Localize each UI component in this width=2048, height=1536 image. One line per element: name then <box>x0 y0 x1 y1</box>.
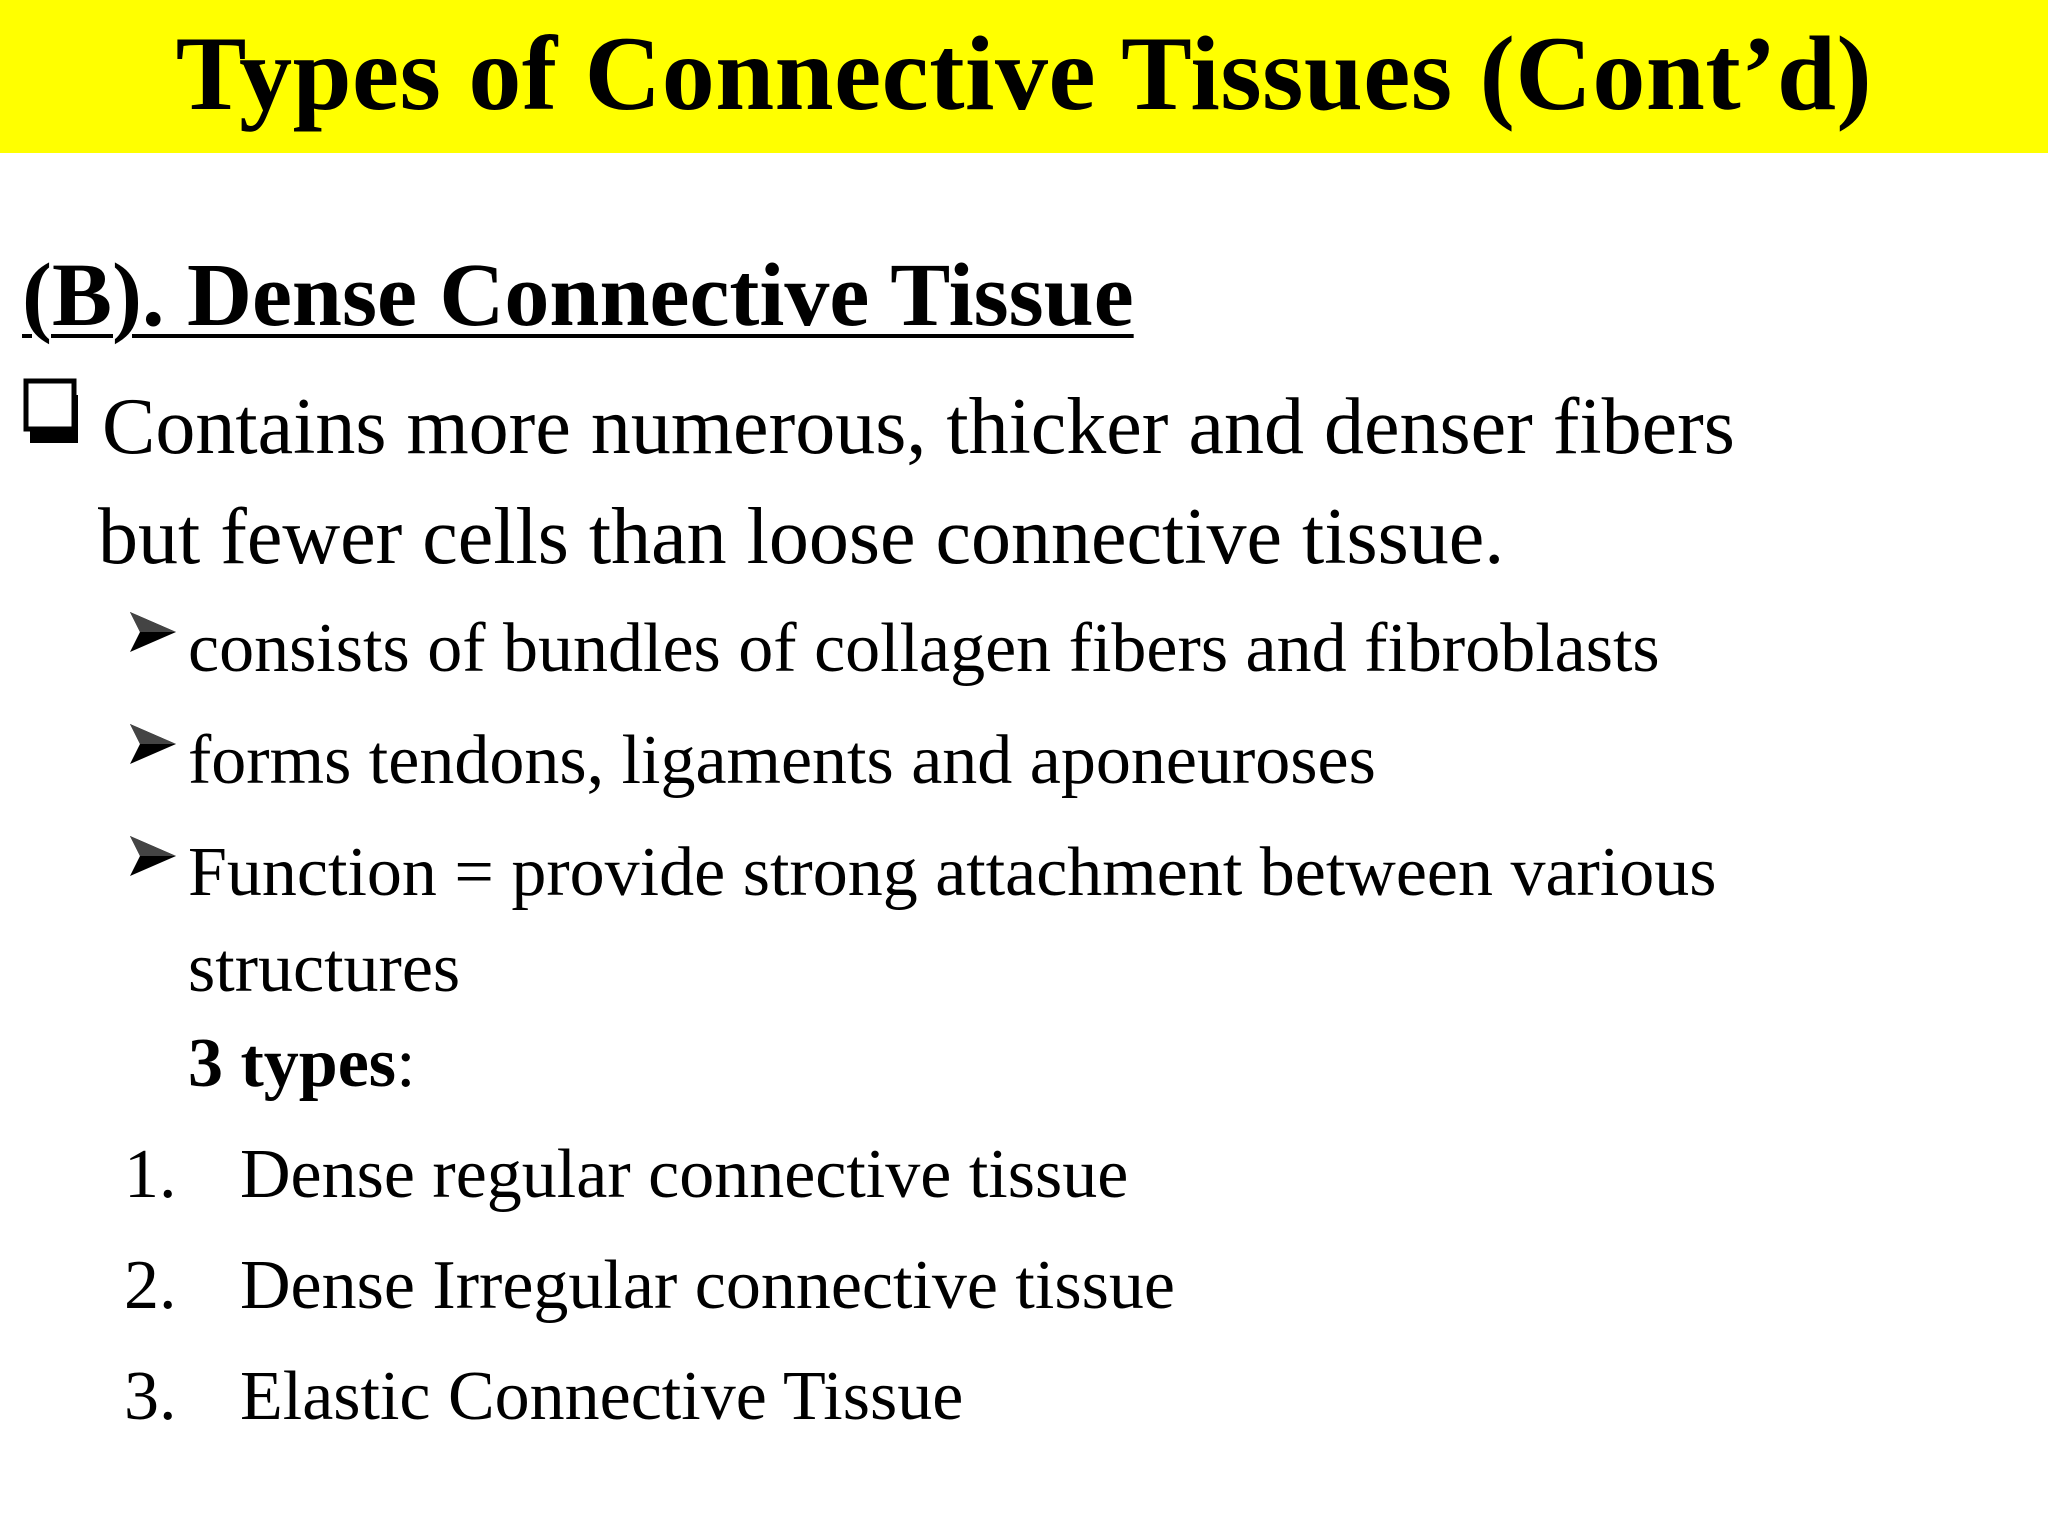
arrowhead-bullet-icon <box>128 610 178 654</box>
title-bar <box>0 0 2048 153</box>
type-item-3: Elastic Connective Tissue <box>240 1358 964 1435</box>
type-number-1: 1. <box>124 1136 177 1213</box>
type-number-3: 3. <box>124 1358 177 1435</box>
sub-bullet-2: forms tendons, ligaments and aponeuroses <box>188 722 1376 799</box>
types-heading <box>188 1025 416 1102</box>
arrowhead-bullet-icon <box>128 722 178 766</box>
type-item-2: Dense Irregular connective tissue <box>240 1247 1175 1324</box>
type-item-1: Dense regular connective tissue <box>240 1136 1129 1213</box>
sub-bullet-3: Function = provide strong attachment between various <box>188 834 1717 911</box>
slide-title: Types of Connective Tissues (Cont’d) <box>175 14 1873 132</box>
main-bullet-line-2: but fewer cells than loose connective tissue. <box>98 493 1505 581</box>
types-label: 3 types <box>188 1025 397 1102</box>
hollow-square-bullet-icon <box>22 377 92 447</box>
section-heading: (B). Dense Connective Tissue <box>22 246 1134 345</box>
types-colon: : <box>396 1025 416 1102</box>
main-bullet-line-1: Contains more numerous, thicker and denser fibers <box>102 383 1735 471</box>
sub-bullet-3-continuation: structures <box>188 930 461 1007</box>
sub-bullet-1: consists of bundles of collagen fibers and fibroblasts <box>188 610 1660 687</box>
arrowhead-bullet-icon <box>128 834 178 878</box>
type-number-2: 2. <box>124 1247 177 1324</box>
